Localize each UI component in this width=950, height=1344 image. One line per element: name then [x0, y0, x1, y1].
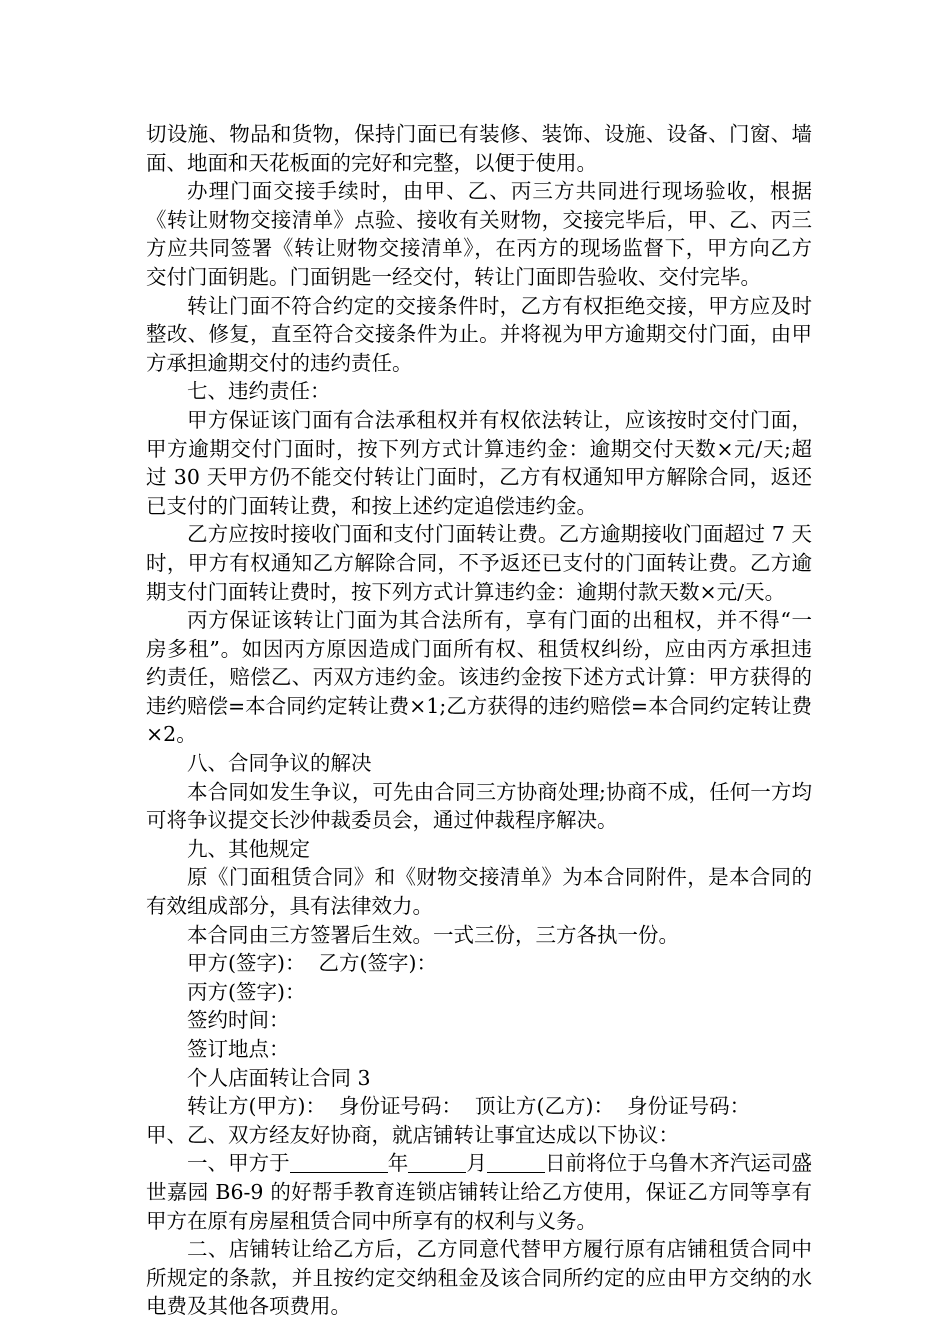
signature-party-c: 丙方(签字)： — [187, 979, 306, 1004]
blank-year-field[interactable] — [290, 1152, 388, 1173]
signing-date: 签约时间： — [187, 1008, 290, 1033]
clause-1-month: 月 — [466, 1151, 487, 1176]
clause-1 — [146, 1149, 812, 1235]
contract-title-3: 个人店面转让合同 3 — [187, 1065, 371, 1090]
paragraph-dispute-resolution: 本合同如发生争议，可先由合同三方协商处理;协商不成，任何一方均可将争议提交长沙仲裁委员会，通过仲裁程序解决。 — [146, 779, 812, 833]
paragraph-handover-procedure: 办理门面交接手续时，由甲、乙、丙三方共同进行现场验收，根据《转让财物交接清单》点验、接收有关财物，交接完毕后，甲、乙、丙三方应共同签署《转让财物交接清单》，在丙方的现场监督下，甲方向乙方交付门面钥匙。门面钥匙一经交付，转让门面即告验收、交付完毕。 — [146, 179, 812, 289]
paragraph-party-b-liability: 乙方应按时接收门面和支付门面转让费。乙方逾期接收门面超过 7 天时，甲方有权通知乙方解除合同，不予返还已支付的门面转让费。乙方逾期支付门面转让费时，按下列方式计算违约金：逾期付款天数×元/天。 — [146, 522, 812, 604]
paragraph-party-c-liability: 丙方保证该转让门面为其合法所有，享有门面的出租权，并不得“一房多租”。如因丙方原因造成门面所有权、租赁权纠纷，应由丙方承担违约责任，赔偿乙、丙双方违约金。该违约金按下述方式计算：甲方获得的违约赔偿=本合同约定转让费×1;乙方获得的违约赔偿=本合同约定转让费×2。 — [146, 608, 812, 747]
paragraph-effective: 本合同由三方签署后生效。一式三份，三方各执一份。 — [187, 922, 679, 947]
clause-2: 二、店铺转让给乙方后，乙方同意代替甲方履行原有店铺租赁合同中所规定的条款，并且按约定交纳租金及该合同所约定的应由甲方交纳的水电费及其他各项费用。 — [146, 1237, 812, 1319]
clause-1-year: 年 — [387, 1151, 409, 1176]
blank-day-field[interactable] — [487, 1152, 545, 1173]
signature-party-a-b: 甲方(签字)： 乙方(签字)： — [187, 951, 438, 976]
paragraph-attachments: 原《门面租赁合同》和《财物交接清单》为本合同附件，是本合同的有效组成部分，具有法律效力。 — [146, 865, 812, 919]
contract-page — [146, 120, 812, 1321]
intro-line: 甲、乙、双方经友好协商，就店铺转让事宜达成以下协议： — [146, 1122, 679, 1147]
blank-month-field[interactable] — [408, 1152, 466, 1173]
section-heading-liability: 七、违约责任： — [187, 379, 331, 404]
paragraph-party-a-liability: 甲方保证该门面有合法承租权并有权依法转让，应该按时交付门面，甲方逾期交付门面时，按下列方式计算违约金：逾期交付天数×元/天;超过 30 天甲方仍不能交付转让门面时，乙方有权通知甲方解除合同，返还已支付的门面转让费，和按上述约定追偿违约金。 — [146, 407, 812, 518]
section-heading-dispute: 八、合同争议的解决 — [187, 751, 372, 776]
section-heading-other: 九、其他规定 — [187, 836, 310, 861]
clause-1-prefix: 一、甲方于 — [187, 1151, 290, 1176]
signing-place: 签订地点： — [187, 1037, 290, 1061]
parties-line: 转让方(甲方)： 身份证号码： 顶让方(乙方)： 身份证号码： — [187, 1094, 751, 1119]
paragraph-facilities: 切设施、物品和货物，保持门面已有装修、装饰、设施、设备、门窗、墙面、地面和天花板面的完好和完整，以便于使用。 — [146, 122, 812, 175]
paragraph-handover-refusal: 转让门面不符合约定的交接条件时，乙方有权拒绝交接，甲方应及时整改、修复，直至符合交接条件为止。并将视为甲方逾期交付门面，由甲方承担逾期交付的违约责任。 — [146, 293, 812, 375]
clause-1-body: 日前将位于乌鲁木齐汽运司盛世嘉园 B6-9 的好帮手教育连锁店铺转让给乙方使用，保证乙方同等享有甲方在原有房屋租赁合同中所享有的权利与义务。 — [146, 1151, 813, 1233]
